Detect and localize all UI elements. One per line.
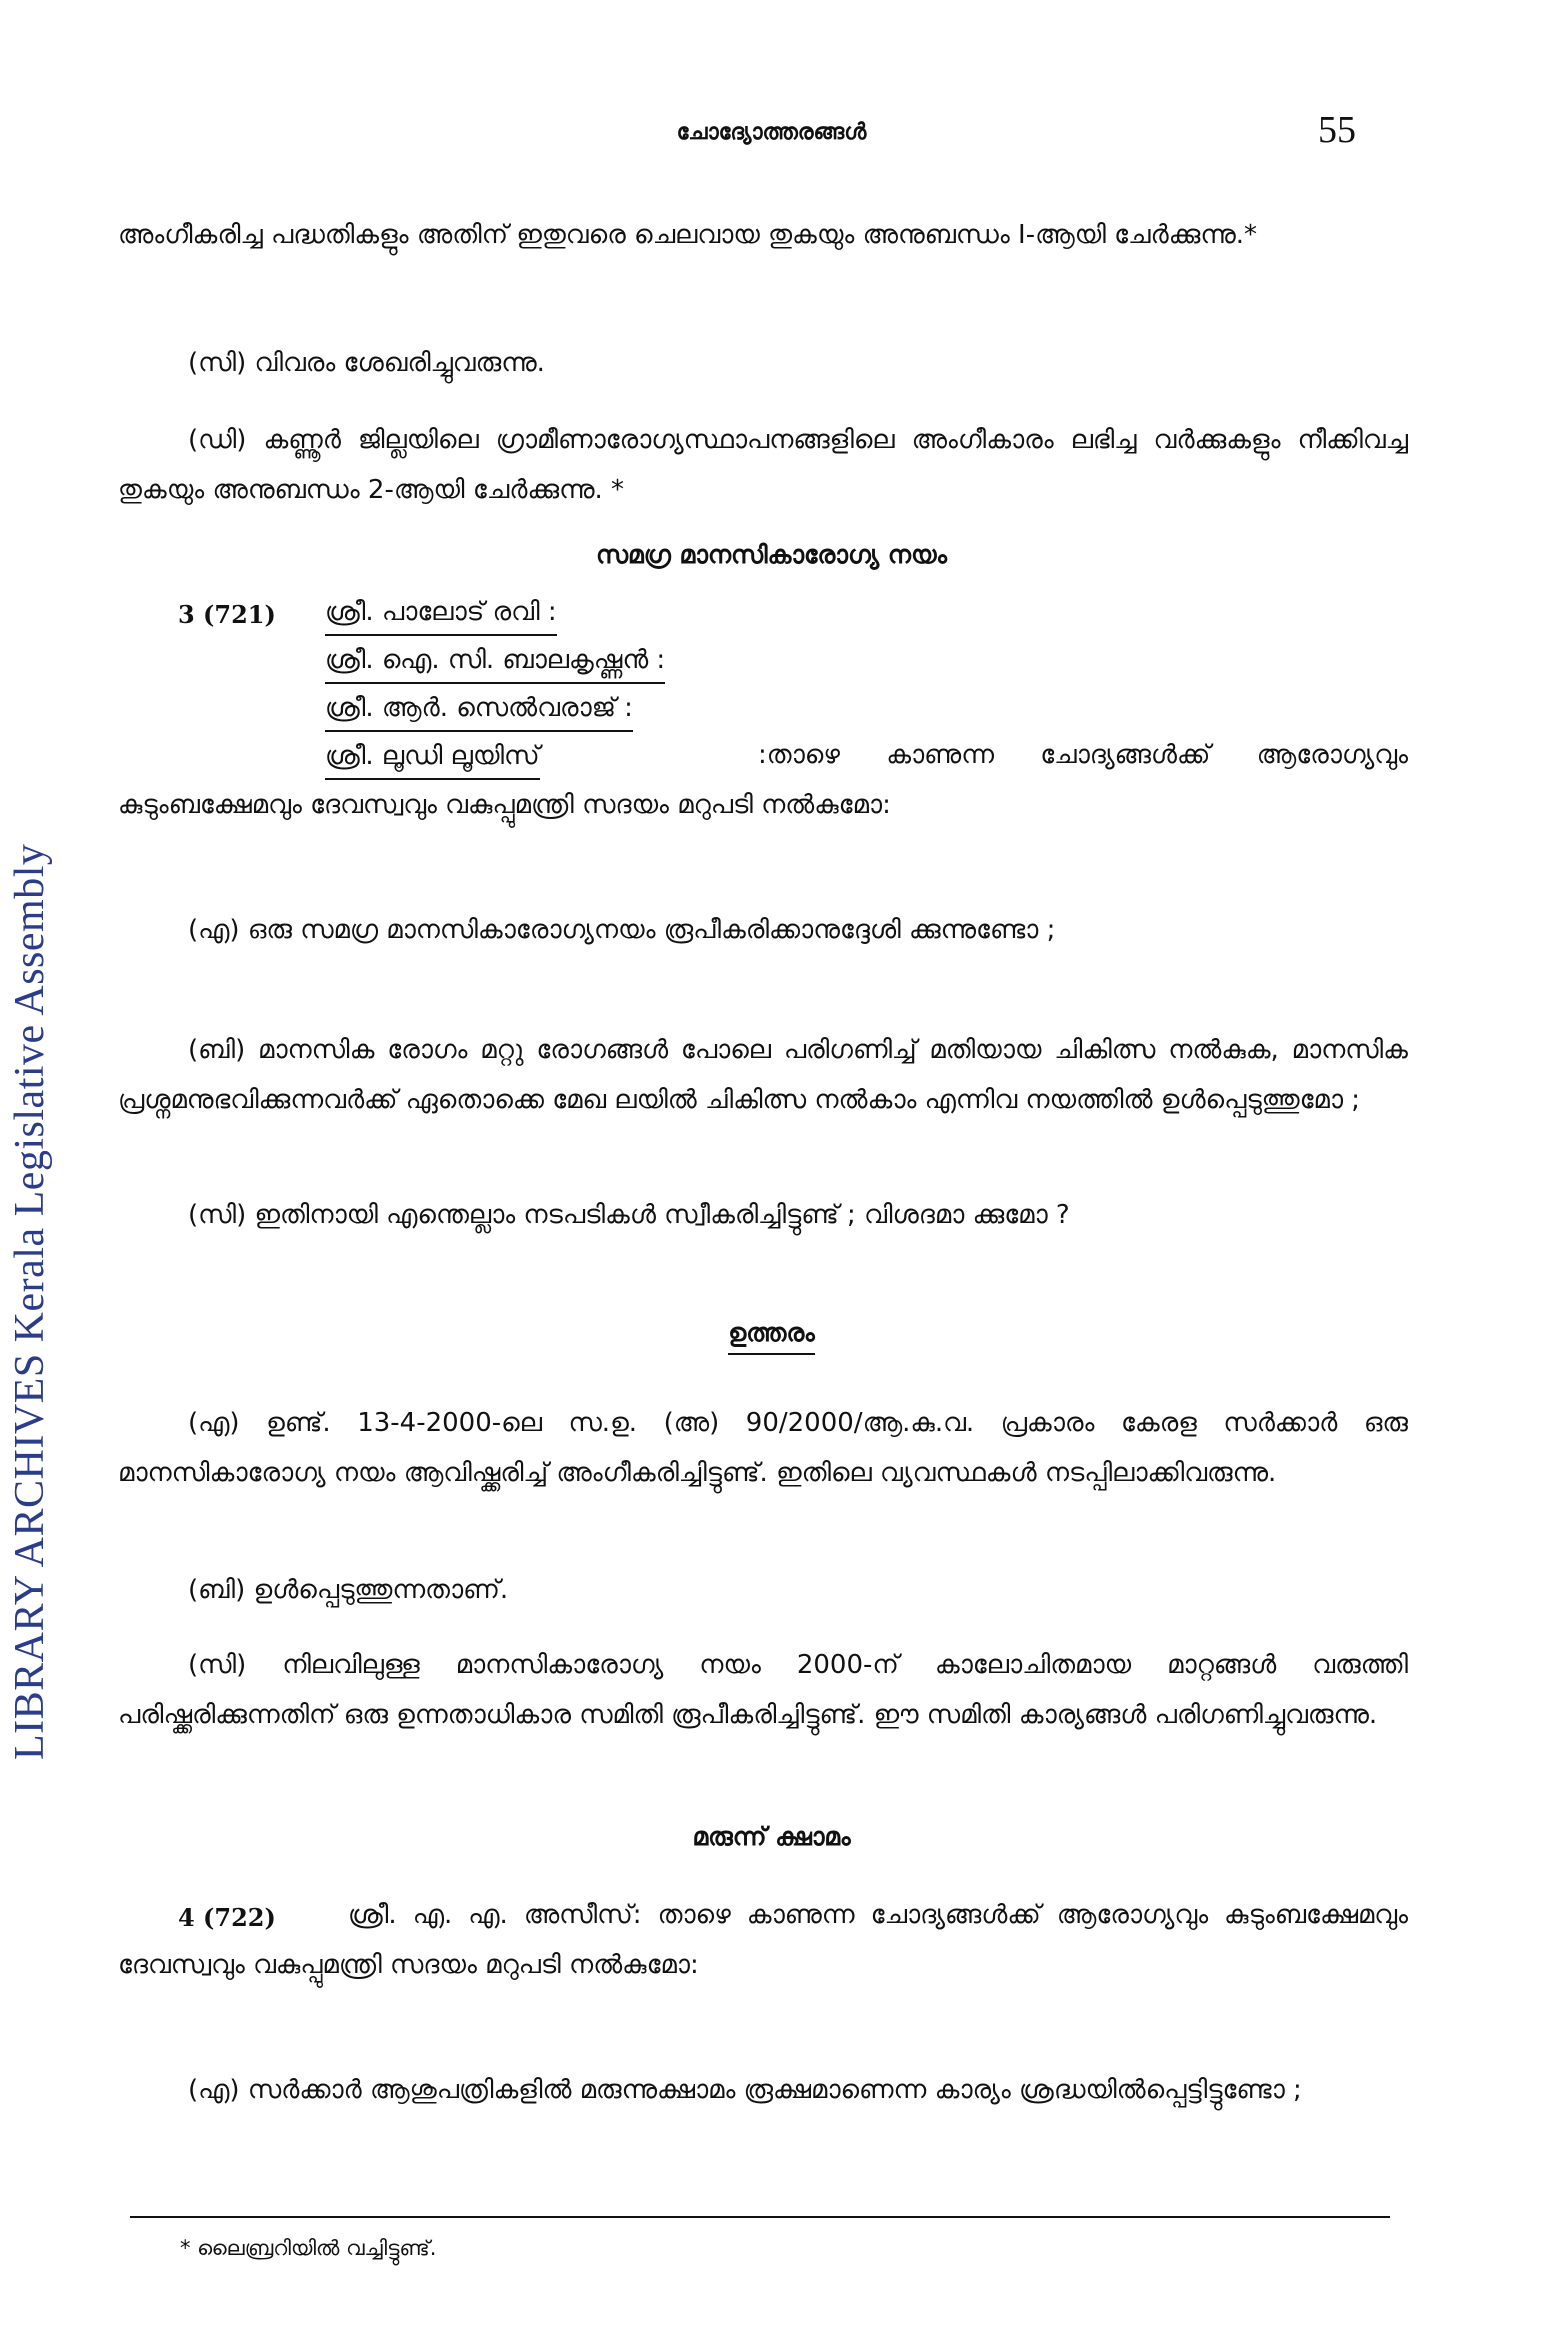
question-intro: ശ്രീ. എ. എ. അസീസ്: താഴെ കാണുന്ന ചോദ്യങ്ങൾക്ക് ആരോഗ്യവും കുടുംബക്ഷേമവും ദേവസ്വവും വകുപ്പുമന്ത്രി സദയം മറുപടി നൽകുമോ: bbox=[118, 1900, 1408, 1980]
question-number: 4 (722) bbox=[178, 1903, 276, 1932]
page-number: 55 bbox=[1318, 109, 1356, 151]
member-name bbox=[325, 592, 557, 636]
question-intro: :താഴെ കാണുന്ന ചോദ്യങ്ങൾക്ക് ആരോഗ്യവും കുടുംബക്ഷേമവും ദേവസ്വവും വകുപ്പുമന്ത്രി സദയം മറുപടി നൽകുമോ: bbox=[118, 740, 1408, 820]
intro-paragraph-1: അംഗീകരിച്ച പദ്ധതികളും അതിന് ഇതുവരെ ചെലവായ തുകയും അനുബന്ധം I-ആയി ചേർക്കുന്നു.* bbox=[118, 220, 1258, 250]
section-heading-medicine-shortage: മരുന്ന് ക്ഷാമം bbox=[692, 1822, 851, 1851]
intro-paragraph-c: (സി) വിവരം ശേഖരിച്ചുവരുന്നു. bbox=[188, 348, 545, 378]
section-heading-mental-health-policy: സമഗ്ര മാനസികാരോഗ്യ നയം bbox=[595, 540, 948, 569]
question-b: (ബി) മാനസിക രോഗം മറ്റു രോഗങ്ങൾ പോലെ പരിഗണിച്ച് മതിയായ ചികിത്സ നൽകുക, മാനസിക പ്രശ്നമനുഭവിക്കുന്നവർക്ക് ഏതൊക്കെ മേഖ ലയിൽ ചികിത്സ നൽകാം എന്നിവ നയത്തിൽ ഉൾപ്പെടുത്തുമോ ; bbox=[118, 1035, 1408, 1115]
member-name-text: ശ്രീ. ഐ. സി. ബാലകൃഷ്ണൻ : bbox=[325, 640, 665, 684]
question-a: (എ) സർക്കാർ ആശുപത്രികളിൽ മരുന്നുക്ഷാമം രൂക്ഷമാണെന്ന കാര്യം ശ്രദ്ധയിൽപ്പെട്ടിട്ടുണ്ടോ ; bbox=[188, 2075, 1302, 2105]
question-number: 3 (721) bbox=[178, 600, 276, 629]
page-header-title: ചോദ്യോത്തരങ്ങൾ bbox=[676, 120, 867, 145]
member-name-text: ശ്രീ. ലൂഡി ലൂയിസ് bbox=[325, 736, 540, 780]
member-name bbox=[325, 640, 665, 684]
answer-heading bbox=[0, 1318, 1543, 1348]
member-name-text: ശ്രീ. ആർ. സെൽവരാജ് : bbox=[325, 688, 633, 732]
footnote: * ലൈബ്രറിയിൽ വച്ചിട്ടുണ്ട്. bbox=[180, 2236, 437, 2260]
footnote-divider bbox=[130, 2216, 1390, 2218]
library-watermark: LIBRARY ARCHIVES Kerala Legislative Assembly bbox=[7, 843, 53, 1760]
question-c: (സി) ഇതിനായി എന്തെല്ലാം നടപടികൾ സ്വീകരിച്ചിട്ടുണ്ട് ; വിശദമാ ക്കുമോ ? bbox=[188, 1200, 1070, 1230]
answer-c: (സി) നിലവിലുള്ള മാനസികാരോഗ്യ നയം 2000-ന് കാലോചിതമായ മാറ്റങ്ങൾ വരുത്തി പരിഷ്ക്കരിക്കുന്നതിന് ഒരു ഉന്നതാധികാര സമിതി രൂപീകരിച്ചിട്ടുണ്ട്. ഈ സമിതി കാര്യങ്ങൾ പരിഗണിച്ചുവരുന്നു. bbox=[118, 1650, 1408, 1730]
member-name-text: ശ്രീ. പാലോട് രവി : bbox=[325, 592, 557, 636]
question-a: (എ) ഒരു സമഗ്ര മാനസികാരോഗ്യനയം രൂപീകരിക്കാനുദ്ദേശി ക്കുന്നുണ്ടോ ; bbox=[188, 915, 1056, 945]
answer-heading-text: ഉത്തരം bbox=[728, 1318, 815, 1355]
member-name bbox=[325, 688, 633, 732]
intro-paragraph-d: (ഡി) കണ്ണൂർ ജില്ലയിലെ ഗ്രാമീണാരോഗ്യസ്ഥാപനങ്ങളിലെ അംഗീകാരം ലഭിച്ച വർക്കുകളും നീക്കിവച്ച തുകയും അനുബന്ധം 2-ആയി ചേർക്കുന്നു. * bbox=[118, 425, 1408, 505]
answer-b: (ബി) ഉൾപ്പെടുത്തുന്നതാണ്. bbox=[188, 1575, 509, 1605]
answer-a: (എ) ഉണ്ട്. 13-4-2000-ലെ സ.ഉ. (അ) 90/2000/ആ.കു.വ. പ്രകാരം കേരള സർക്കാർ ഒരു മാനസികാരോഗ്യ നയം ആവിഷ്ക്കരിച്ച് അംഗീകരിച്ചിട്ടുണ്ട്. ഇതിലെ വ്യവസ്ഥകൾ നടപ്പിലാക്കിവരുന്നു. bbox=[118, 1408, 1408, 1488]
